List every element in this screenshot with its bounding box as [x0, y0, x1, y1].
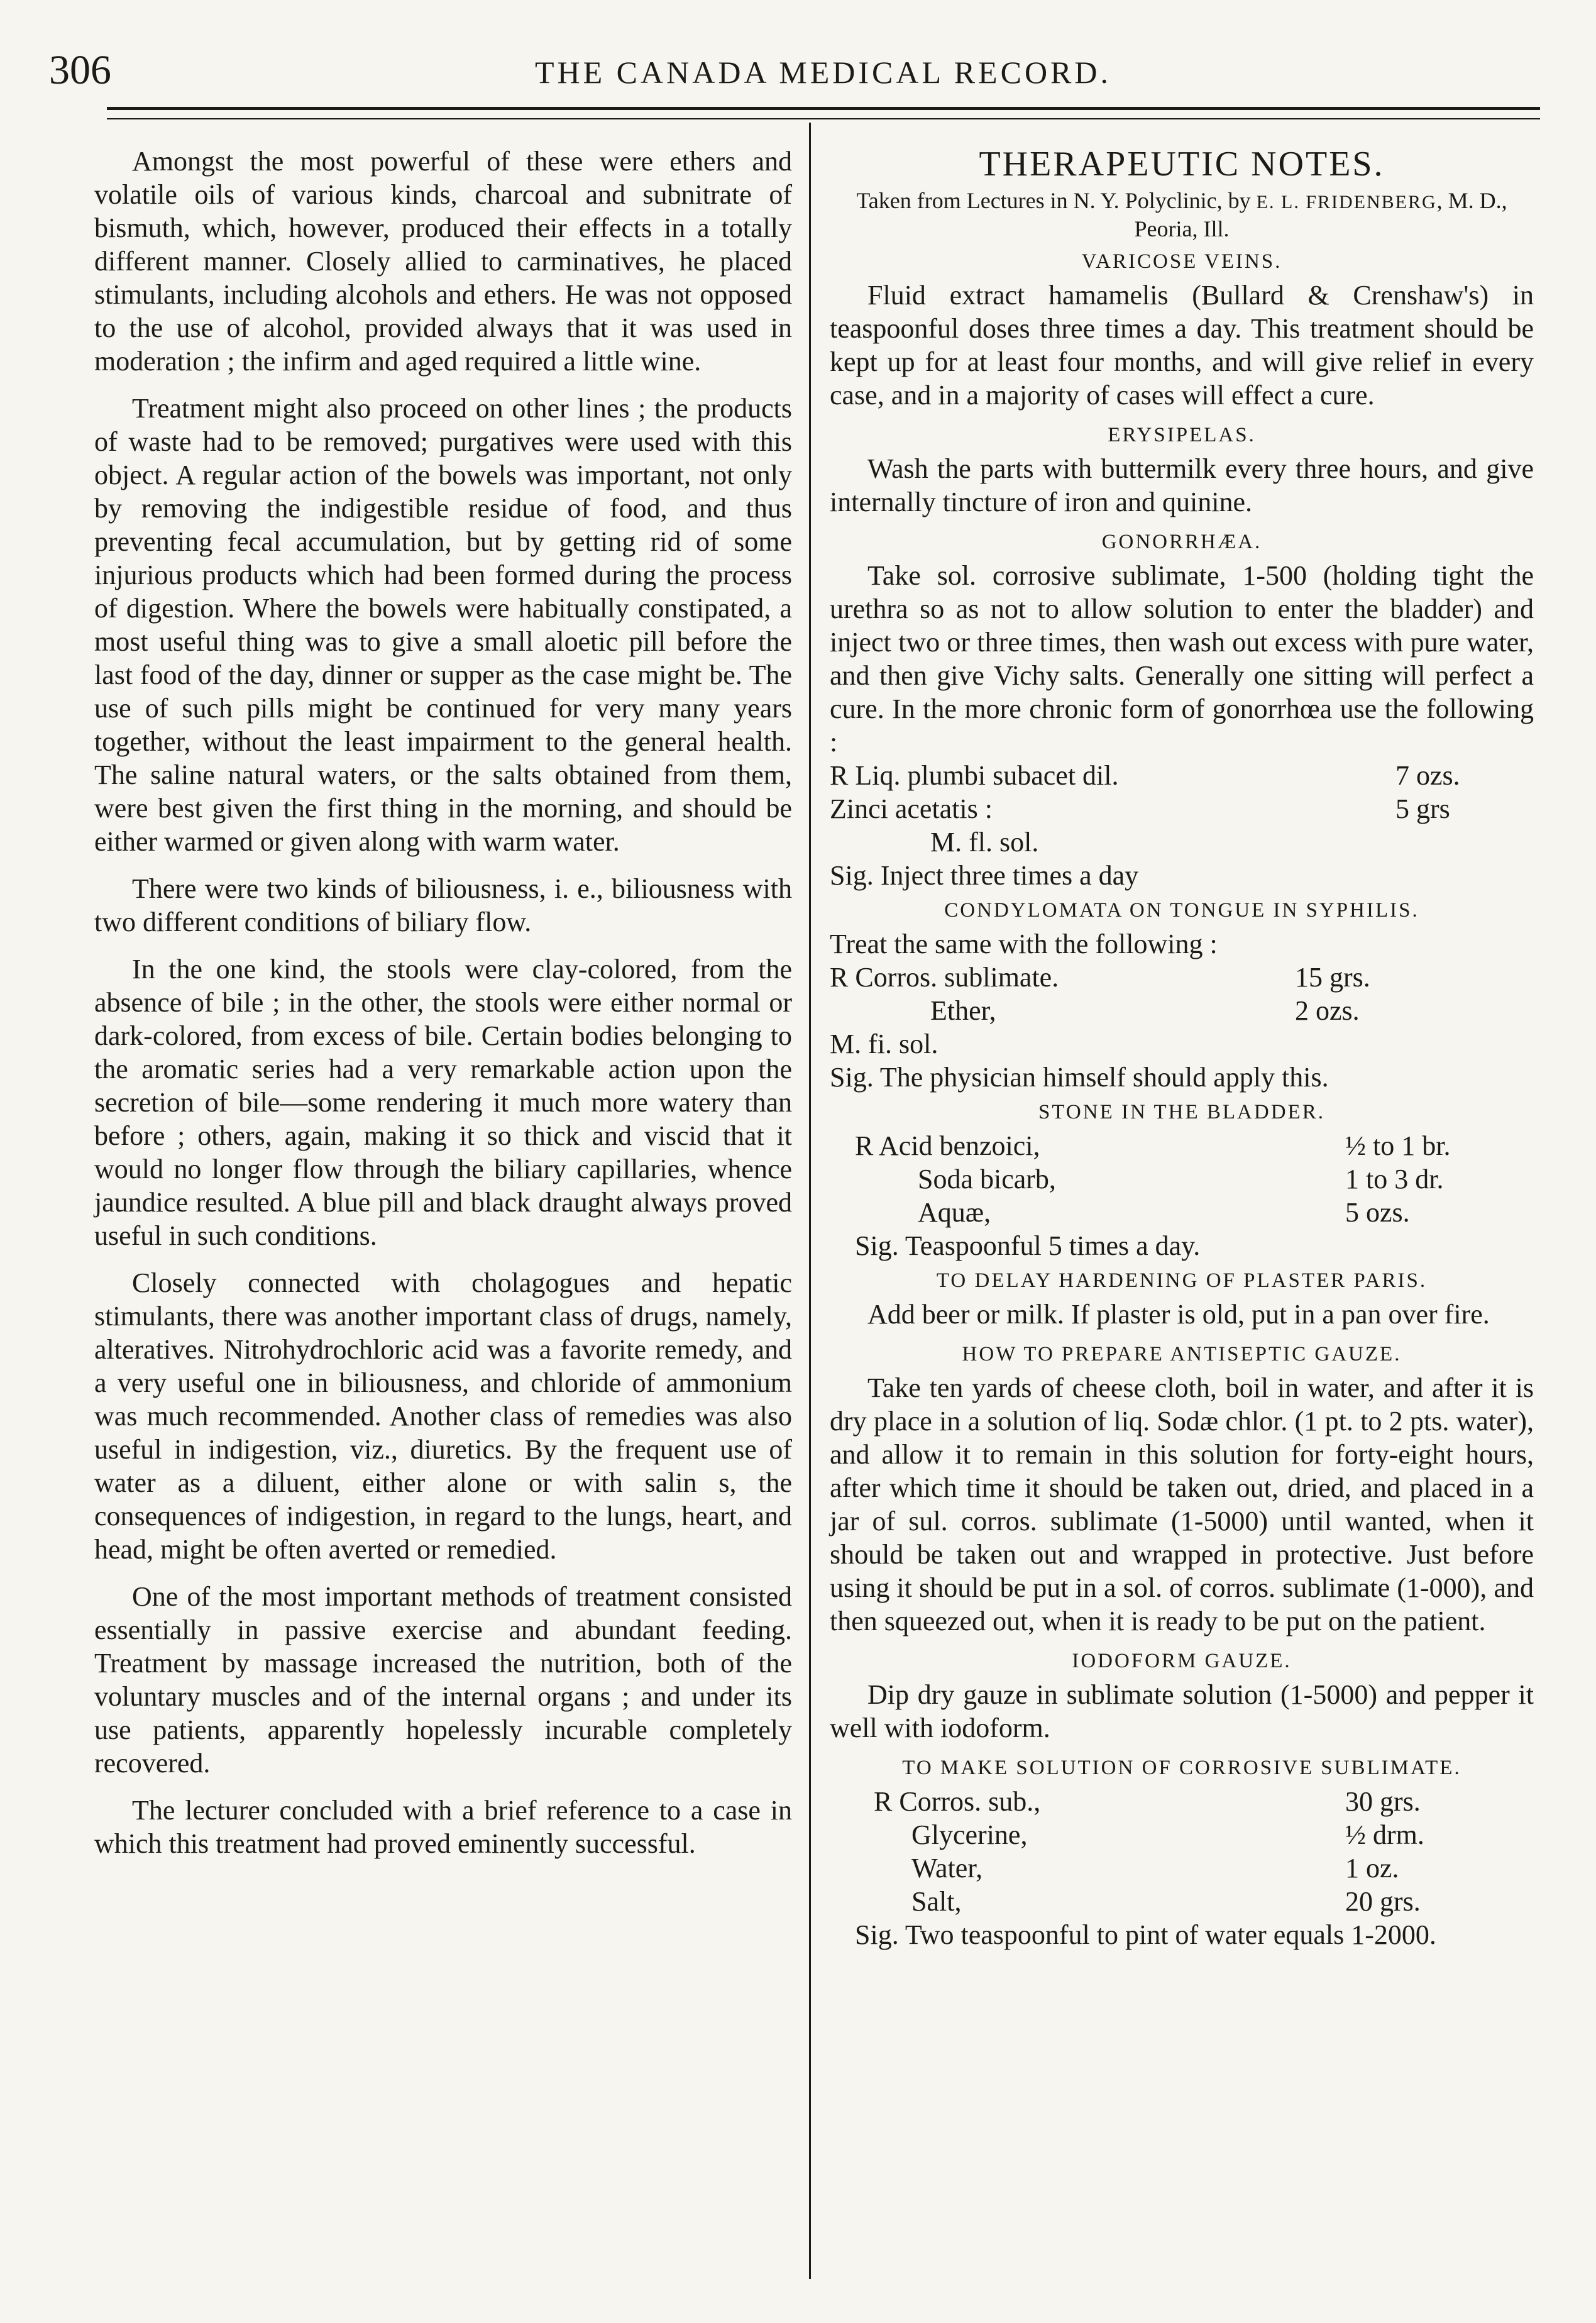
paragraph: In the one kind, the stools were clay-colored, from the absence of bile ; in the other, the stools were either normal or dark-colored, from excess of bile. Certain bodies belonging to the aromatic series had a very remarkable action upon the secretion of bile—some rendering it much more watery than before ; others, again, making it so thick and viscid that it would no longer flow through the biliary capillaries, whence jaundice resulted. A blue pill and black draught always proved useful in such conditions. — [94, 954, 792, 1251]
rx-sig: Sig. Two teaspoonful to pint of water equals 1-2000. — [855, 1919, 1436, 1950]
rx-amount: 1 to 3 dr. — [1345, 1164, 1444, 1195]
rx-amount: 20 grs. — [1345, 1886, 1421, 1917]
section-text: Add beer or milk. If plaster is old, put in a pan over fire. — [867, 1299, 1490, 1330]
rx-sig: Sig. Inject three times a day — [830, 860, 1139, 891]
article-byline — [830, 187, 1534, 242]
section-text: Fluid extract hamamelis (Bullard & Crenshaw's) in teaspoonful doses three times a day. This treatment should be kept up for at least four months, and will give relief in every case, and in a majority of cases will effect a cure. — [830, 280, 1534, 411]
prescription — [830, 1129, 1534, 1229]
page-header — [0, 38, 1596, 107]
column-divider — [809, 123, 811, 2279]
rx-amount: 30 grs. — [1345, 1786, 1421, 1817]
rx-item: R Liq. plumbi subacet dil. — [830, 760, 1119, 791]
prescription-line — [830, 1885, 1534, 1918]
page-number: 306 — [49, 47, 111, 93]
section-heading: TO MAKE SOLUTION OF CORROSIVE SUBLIMATE. — [902, 1757, 1461, 1779]
rx-mix: M. fi. sol. — [830, 1029, 938, 1059]
prescription-line — [830, 961, 1534, 994]
section-text: Take sol. corrosive sublimate, 1-500 (holding tight the urethra so as not to allow solution to enter the bladder) and inject two or three times, then wash out excess with pure water, and then give Vichy salts. Generally one sitting will perfect a cure. In the more chronic form of gonorrhœa use the following : — [830, 560, 1534, 758]
left-column — [94, 145, 792, 2285]
section-heading: IODOFORM GAUZE. — [1072, 1650, 1292, 1672]
section-text: Treat the same with the following : — [830, 929, 1218, 959]
prescription-line — [830, 994, 1534, 1027]
rx-amount: 15 grs. — [1295, 962, 1370, 993]
rx-amount: 2 ozs. — [1295, 995, 1360, 1026]
paragraph: One of the most important methods of treatment consisted essentially in passive exercise and abundant feeding. Treatment by massage increased the nutrition, both of the voluntary muscles and of the internal organs ; and under its use patients, apparently hopelessly incurable completely recovered. — [94, 1581, 792, 1779]
rx-item: Water, — [911, 1853, 983, 1884]
rx-amount: 7 ozs. — [1395, 760, 1460, 791]
rx-amount: 5 ozs. — [1345, 1197, 1410, 1228]
rx-item: Zinci acetatis : — [830, 793, 993, 824]
prescription-line — [830, 1785, 1534, 1818]
right-column — [830, 145, 1534, 2285]
rx-mix: M. fl. sol. — [930, 827, 1039, 858]
section-heading: ERYSIPELAS. — [1108, 424, 1256, 446]
prescription — [830, 961, 1534, 1027]
byline-suffix: , M. D., Peoria, Ill. — [1134, 188, 1507, 241]
section-text: Take ten yards of cheese cloth, boil in water, and after it is dry place in a solution of liq. Sodæ chlor. (1 pt. to 2 pts. water), and allow it to remain in this solution for forty-eight hours, after which time it should be taken out, dried, and placed in a jar of sul. corros. sublimate (1-5000) until wanted, when it should be taken out and wrapped in protective. Just before using it should be put in a sol. of corros. sublimate (1-000), and then squeezed out, when it is ready to be put on the patient. — [830, 1372, 1534, 1636]
section-heading: GONORRHÆA. — [1101, 531, 1262, 553]
paragraph: Amongst the most powerful of these were ethers and volatile oils of various kinds, charcoal and subnitrate of bismuth, which, however, produced their effects in a totally different manner. Closely allied to carminatives, he placed stimulants, including alcohols and ethers. He was not opposed to the use of alcohol, provided always that it was used in moderation ; the infirm and aged required a little wine. — [94, 146, 792, 377]
paragraph: Closely connected with cholagogues and hepatic stimulants, there was another important class of drugs, namely, alteratives. Nitrohydrochloric acid was a favorite remedy, and a very useful one in biliousness, and chloride of ammonium was much recommended. Another class of remedies was also useful in indigestion, viz., diuretics. By the frequent use of water as a diluent, either alone or with salin s, the consequences of indigestion, in regard to the lungs, heart, and head, might be often averted or remedied. — [94, 1267, 792, 1565]
paragraph: The lecturer concluded with a brief reference to a case in which this treatment had proved eminently successful. — [94, 1795, 792, 1859]
rx-sig: Sig. Teaspoonful 5 times a day. — [855, 1230, 1201, 1261]
section-text: Wash the parts with buttermilk every three hours, and give internally tincture of iron and quinine. — [830, 453, 1534, 517]
prescription-line — [830, 1196, 1534, 1229]
rx-item: R Acid benzoici, — [855, 1130, 1040, 1161]
article-title: THERAPEUTIC NOTES. — [979, 145, 1385, 184]
paragraph: There were two kinds of biliousness, i. e., biliousness with two different conditions of biliary flow. — [94, 873, 792, 937]
rx-amount: 1 oz. — [1345, 1853, 1399, 1884]
prescription — [830, 1785, 1534, 1918]
rx-item: Glycerine, — [911, 1819, 1028, 1850]
prescription-line — [830, 759, 1534, 792]
byline-prefix: Taken from Lectures in N. Y. Polyclinic, by — [856, 188, 1257, 213]
section-heading: VARICOSE VEINS. — [1081, 250, 1282, 273]
rx-amount: 5 grs — [1395, 793, 1450, 824]
section-heading: CONDYLOMATA ON TONGUE IN SYPHILIS. — [944, 899, 1419, 922]
paragraph: Treatment might also proceed on other lines ; the products of waste had to be removed; purgatives were used with this object. A regular action of the bowels was important, not only by removing the indigestible residue of food, and thus preventing fecal accumulation, but by getting rid of some injurious products which had been formed during the process of digestion. Where the bowels were habitually constipated, a most useful thing was to give a small aloetic pill before the last food of the day, dinner or supper as the case might be. The use of such pills might be continued for very many years together, without the least impairment to the general health. The saline natural waters, or the salts obtained from them, were best given the first thing in the morning, and should be either warmed or given along with warm water. — [94, 393, 792, 857]
section-heading: STONE IN THE BLADDER. — [1038, 1101, 1325, 1123]
running-title: THE CANADA MEDICAL RECORD. — [534, 55, 1112, 90]
prescription-line — [830, 1851, 1534, 1885]
byline-author: E. L. FRIDENBERG — [1256, 192, 1437, 212]
prescription-line — [830, 1818, 1534, 1851]
section-text: Dip dry gauze in sublimate solution (1-5000) and pepper it well with iodoform. — [830, 1679, 1534, 1743]
rx-item: Soda bicarb, — [918, 1164, 1056, 1195]
rx-amount: ½ drm. — [1345, 1819, 1424, 1850]
prescription-line — [830, 792, 1534, 825]
prescription-line — [830, 1162, 1534, 1196]
header-rule-thin — [107, 118, 1540, 119]
section-heading: TO DELAY HARDENING OF PLASTER PARIS. — [936, 1269, 1428, 1292]
rx-item: Aquæ, — [918, 1197, 991, 1228]
rx-sig: Sig. The physician himself should apply this. — [830, 1062, 1329, 1093]
rx-item: Salt, — [911, 1886, 962, 1917]
section-heading: HOW TO PREPARE ANTISEPTIC GAUZE. — [962, 1343, 1402, 1366]
rx-amount: ½ to 1 br. — [1345, 1130, 1451, 1161]
rx-item: Ether, — [930, 995, 996, 1026]
rx-item: R Corros. sub., — [874, 1786, 1041, 1817]
prescription-line — [830, 1129, 1534, 1162]
prescription — [830, 759, 1534, 825]
rx-item: R Corros. sublimate. — [830, 962, 1059, 993]
header-rule — [107, 107, 1540, 110]
